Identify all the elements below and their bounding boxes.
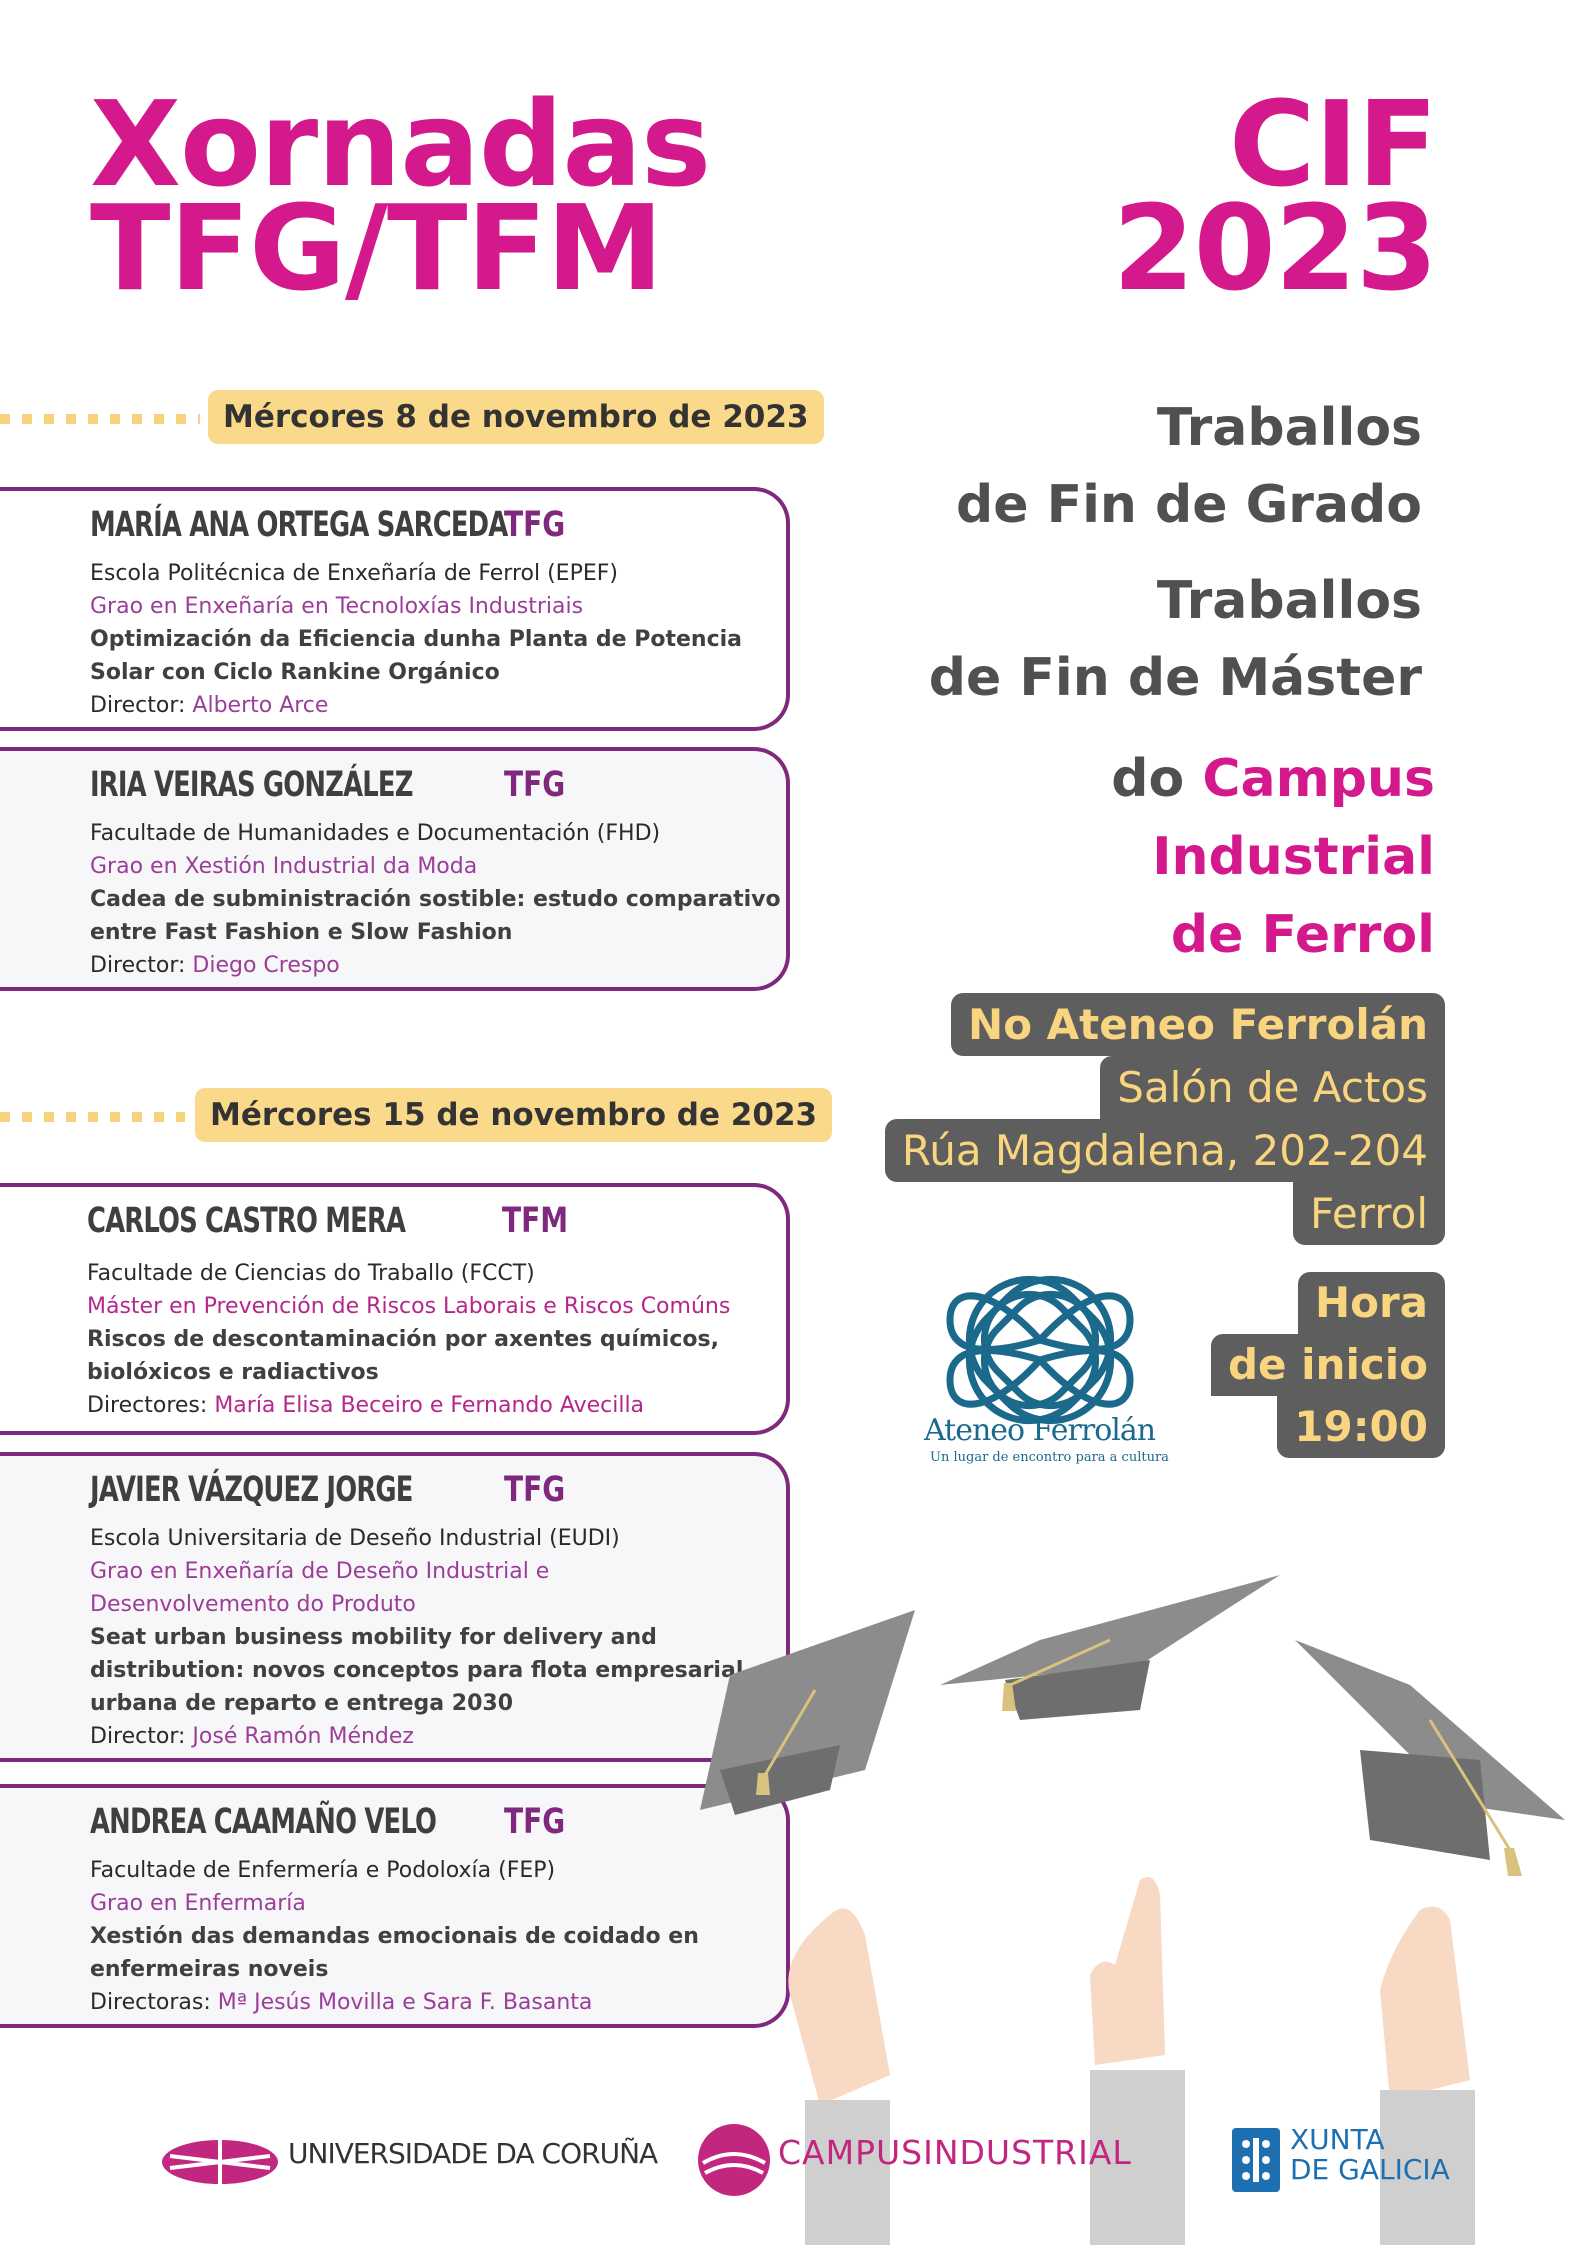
campus-name: de Ferrol: [1170, 905, 1435, 965]
ateneo-tagline: Un lugar de encontro para a cultura: [930, 1450, 1169, 1465]
school: Escola Politécnica de Enxeñaría de Ferrol (EPEF): [90, 561, 618, 586]
talk-card: [0, 1183, 790, 1435]
event-edition: [1112, 75, 1437, 317]
work-title: Xestión das demandas emocionais de coidado en: [90, 1924, 699, 1949]
date-row-2: [0, 1088, 818, 1142]
director: [87, 1389, 730, 1422]
start-label: de inicio: [1211, 1334, 1445, 1396]
work-type-badge: TFG: [504, 505, 566, 545]
student-name: ANDREA CAAMAÑO VELO: [90, 1802, 437, 1842]
campus-name: Campus: [1202, 749, 1435, 809]
director-label: Directoras:: [90, 1990, 211, 2015]
director-name: Alberto Arce: [192, 693, 329, 718]
student-name: JAVIER VÁZQUEZ JORGE: [90, 1470, 413, 1510]
work-title: Riscos de descontaminación por axentes químicos,: [87, 1327, 719, 1352]
student-name: IRIA VEIRAS GONZÁLEZ: [90, 765, 413, 805]
work-title: Cadea de subministración sostible: estudo comparativo: [90, 887, 781, 912]
school: Facultade de Humanidades e Documentación (FHD): [90, 821, 661, 846]
xunta-line: XUNTA: [1290, 2123, 1385, 2156]
event-title-line1: Xornadas: [90, 75, 711, 213]
venue-room: Salón de Actos: [1100, 1056, 1445, 1119]
campus-name: Industrial: [1152, 827, 1435, 887]
talk-card: [0, 487, 790, 731]
graduation-cap-icon: [940, 1575, 1280, 1720]
xunta-name: [1290, 2125, 1450, 2185]
description-line: [1111, 740, 1435, 818]
director: [90, 1986, 699, 2019]
venue-street: Rúa Magdalena, 202-204: [885, 1119, 1445, 1182]
graduation-cap-icon: [1295, 1640, 1565, 1876]
work-type-badge: TFG: [504, 765, 566, 805]
description-line: Traballos: [1156, 571, 1422, 631]
school: Facultade de Ciencias do Traballo (FCCT): [87, 1261, 535, 1286]
work-type-badge: TFG: [504, 1470, 566, 1510]
director: [90, 949, 781, 982]
degree: Desenvolvemento do Produto: [90, 1592, 416, 1617]
degree: Máster en Prevención de Riscos Laborais e Riscos Comúns: [87, 1294, 731, 1319]
work-type-badge: TFG: [504, 1802, 566, 1842]
udc-logo-icon: [160, 2130, 280, 2194]
director-name: Diego Crespo: [192, 953, 340, 978]
director-name: Mª Jesús Movilla e Sara F. Basanta: [217, 1990, 593, 2015]
xunta-shield-icon: [1232, 2128, 1280, 2192]
start-time: 19:00: [1277, 1396, 1445, 1458]
degree: Grao en Xestión Industrial da Moda: [90, 854, 478, 879]
event-title-line2: TFG/TFM: [90, 179, 663, 317]
director-label: Director:: [90, 693, 186, 718]
work-title: distribution: novos conceptos para flota empresarial: [90, 1658, 744, 1683]
director-label: Directores:: [87, 1393, 208, 1418]
work-title: Seat urban business mobility for delivery and: [90, 1625, 657, 1650]
work-title: urbana de reparto e entrega 2030: [90, 1691, 514, 1716]
dotted-line: [0, 414, 200, 424]
venue-box: [855, 993, 1445, 1245]
description-line: de Fin de Máster: [928, 648, 1422, 708]
work-title: entre Fast Fashion e Slow Fashion: [90, 920, 513, 945]
work-title: enfermeiras noveis: [90, 1957, 329, 1982]
event-edition-line2: 2023: [1112, 179, 1437, 317]
campus-description: [1111, 740, 1435, 974]
venue-place: No Ateneo Ferrolán: [951, 993, 1445, 1056]
work-title: Optimización da Eficiencia dunha Planta de Potencia: [90, 627, 743, 652]
ateneo-name: Ateneo Ferrolán: [924, 1413, 1156, 1448]
graduation-cap-icon: [700, 1610, 915, 1815]
work-title: Solar con Ciclo Rankine Orgánico: [90, 660, 500, 685]
description-line: Traballos: [1156, 398, 1422, 458]
campus-prefix: do: [1111, 749, 1185, 809]
description-line: de Fin de Grado: [955, 475, 1422, 535]
description-tfm: [929, 563, 1422, 717]
work-title: biolóxicos e radiactivos: [87, 1360, 379, 1385]
talk-card: [0, 747, 790, 991]
start-time-box: [1211, 1272, 1445, 1458]
degree: Grao en Enfermaría: [90, 1891, 306, 1916]
date-pill: Mércores 15 de novembro de 2023: [195, 1088, 832, 1142]
venue-city: Ferrol: [1293, 1182, 1445, 1245]
school: Escola Universitaria de Deseño Industrial (EUDI): [90, 1526, 620, 1551]
director-label: Director:: [90, 953, 186, 978]
campus-industrial-logo-icon: [695, 2121, 773, 2199]
event-edition-line1: CIF: [1228, 75, 1437, 213]
udc-name: UNIVERSIDADE DA CORUÑA: [288, 2137, 658, 2170]
event-title: [90, 75, 711, 317]
date-pill: Mércores 8 de novembro de 2023: [208, 390, 824, 444]
director-name: María Elisa Beceiro e Fernando Avecilla: [214, 1393, 645, 1418]
dotted-line: [0, 1112, 185, 1122]
director-label: Director:: [90, 1724, 186, 1749]
date-row-1: [0, 390, 809, 444]
student-name: MARÍA ANA ORTEGA SARCEDA: [90, 505, 508, 545]
degree: Grao en Enxeñaría de Deseño Industrial e: [90, 1559, 550, 1584]
xunta-line: DE GALICIA: [1290, 2153, 1450, 2186]
degree: Grao en Enxeñaría en Tecnoloxías Industriais: [90, 594, 584, 619]
description-tfg: [956, 390, 1422, 544]
school: Facultade de Enfermería e Podoloxía (FEP): [90, 1858, 556, 1883]
director: [90, 689, 742, 722]
director-name: José Ramón Méndez: [192, 1724, 414, 1749]
start-label: Hora: [1298, 1272, 1445, 1334]
work-type-badge: TFM: [502, 1201, 569, 1241]
student-name: CARLOS CASTRO MERA: [87, 1201, 406, 1241]
campus-industrial-name: CAMPUSINDUSTRIAL: [778, 2133, 1132, 2172]
